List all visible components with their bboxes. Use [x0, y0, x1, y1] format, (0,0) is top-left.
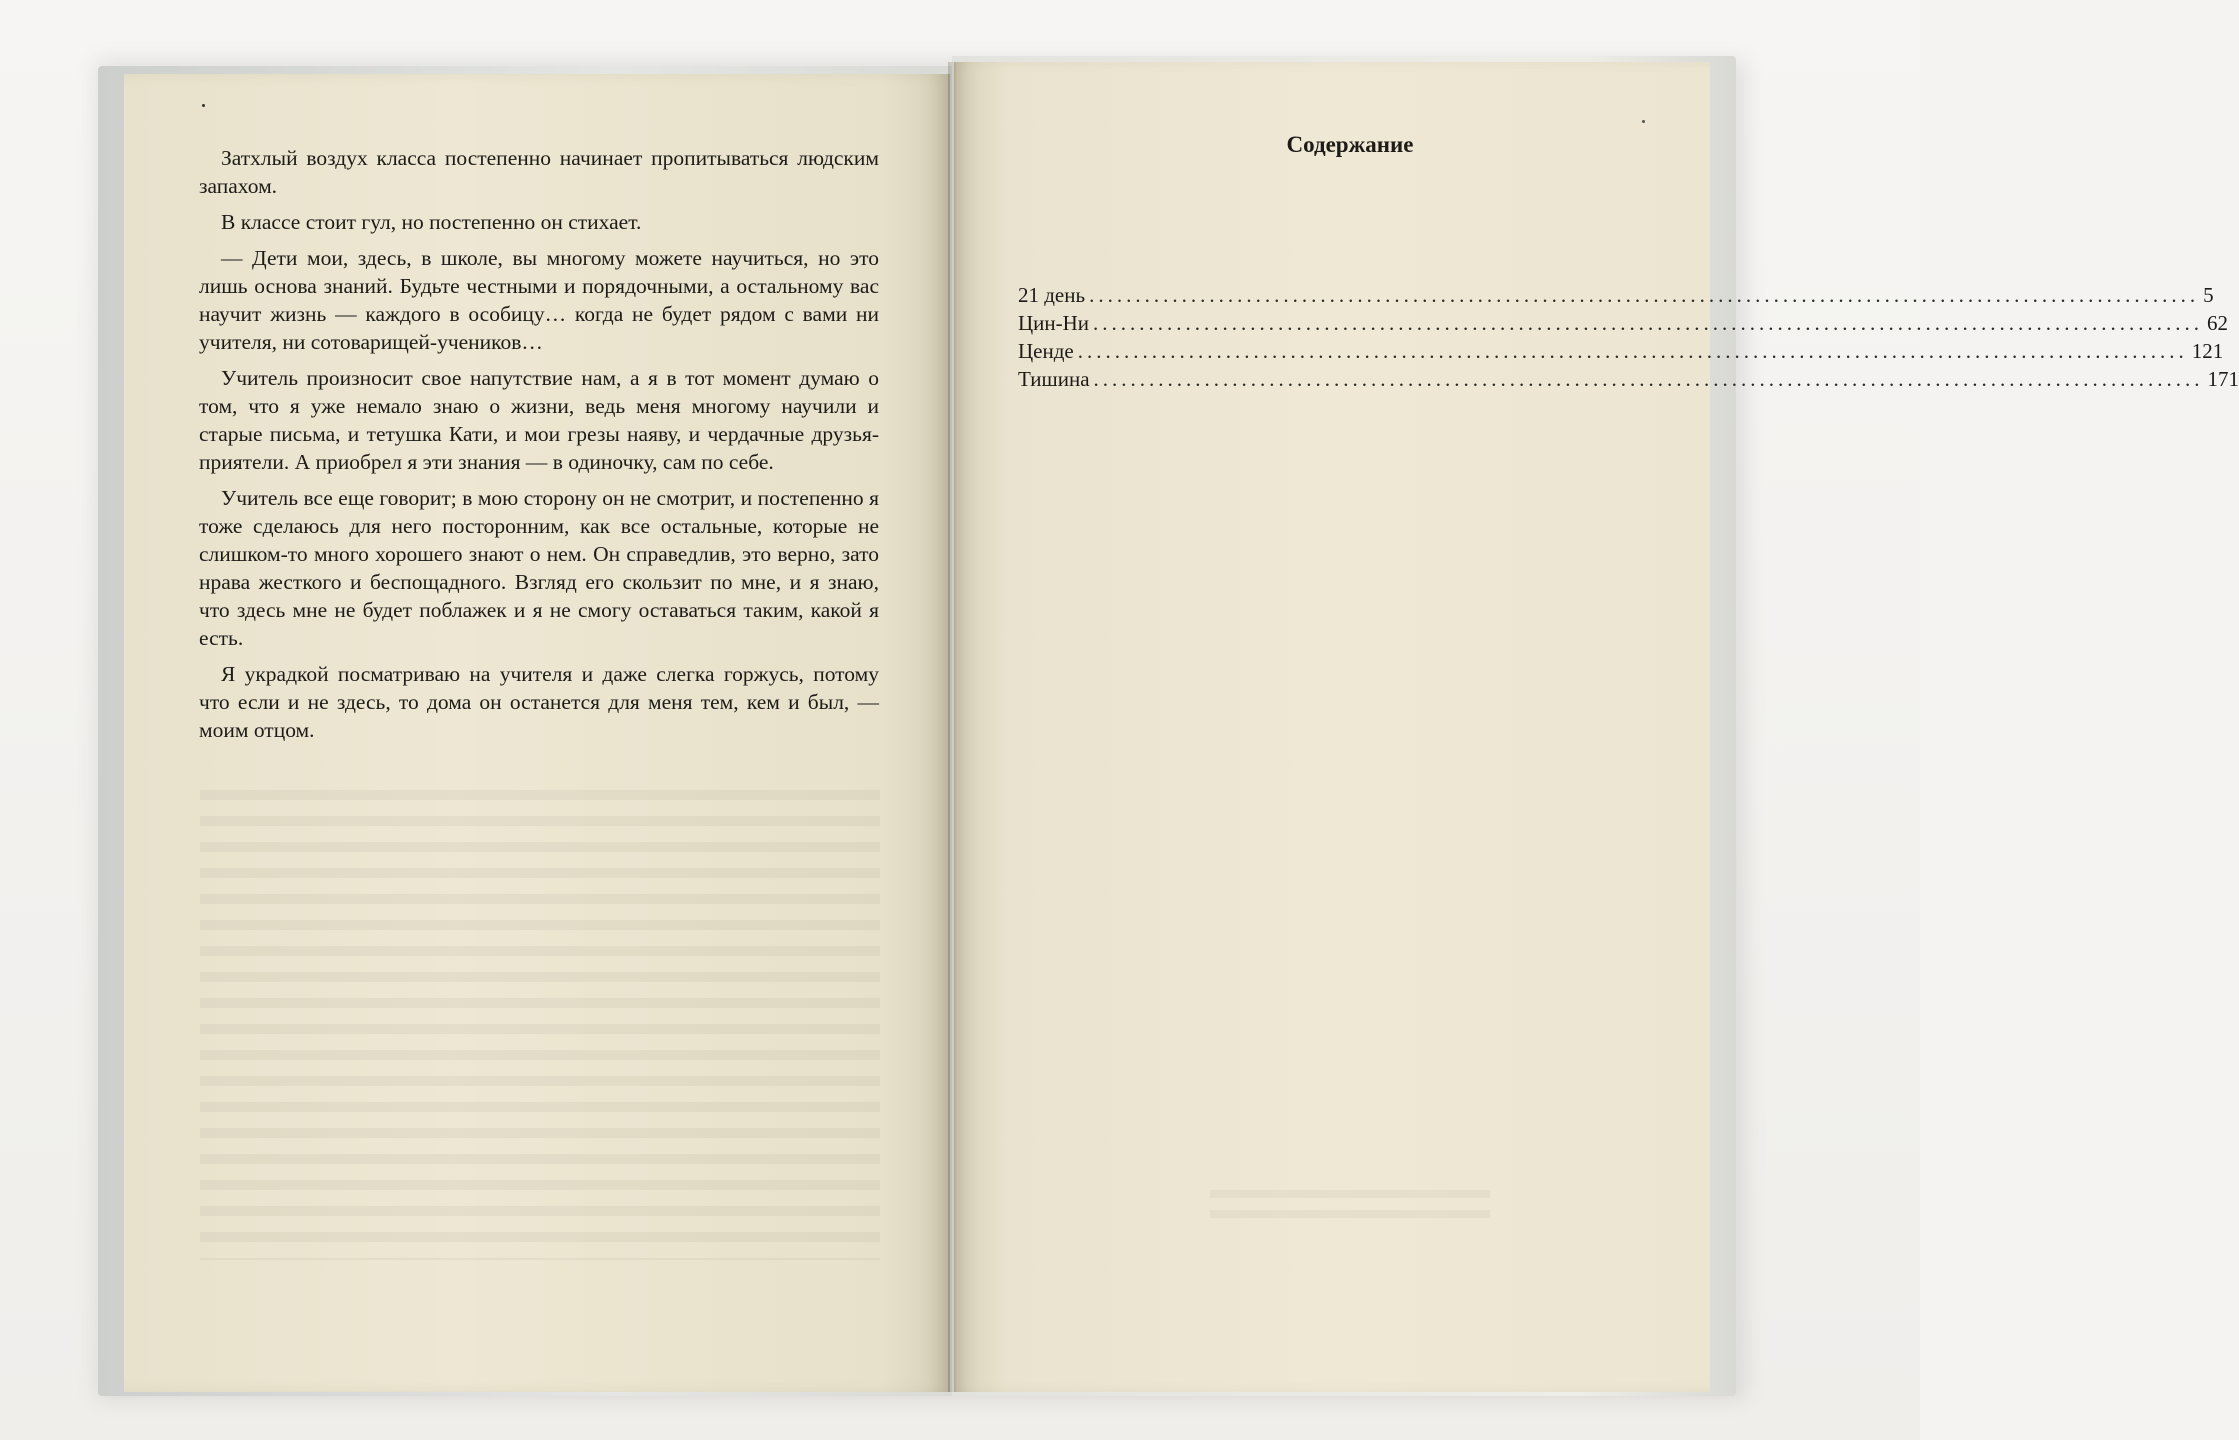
- toc-leader-dots: ........................................................................................................................: [1077, 339, 2188, 363]
- ink-speck: [1642, 120, 1645, 123]
- toc-entry: [1018, 339, 2224, 367]
- toc-leader-dots: ........................................................................................................................: [1089, 283, 2200, 307]
- paragraph: — Дети мои, здесь, в школе, вы многому можете научиться, но это лишь основа знаний. Будьте честными и порядочными, а остальному вас научит жизнь — каждого в особицу… когда не будет рядом с вами ни учителя, ни сотоварищей-учеников…: [199, 246, 879, 354]
- toc-entry: [1018, 311, 2229, 339]
- show-through-text: [200, 790, 880, 1260]
- toc-entry-page: 121: [2191, 339, 2224, 363]
- toc-entry-label: Тишина: [1018, 367, 1090, 391]
- paragraph: В классе стоит гул, но постепенно он стихает.: [221, 210, 642, 234]
- paragraph: Учитель произносит свое напутствие нам, а я в тот момент думаю о том, что я уже немало знаю о жизни, ведь меня многому научили и старые письма, и тетушка Кати, и мои грезы наяву, и чердачные друзья-приятели. А приобрел я эти знания — в одиночку, сам по себе.: [199, 366, 879, 474]
- toc-entry-label: 21 день: [1018, 283, 1086, 307]
- toc-entry-page: 171: [2207, 367, 2239, 391]
- toc-entry-page: 5: [2203, 283, 2214, 307]
- toc-entry-label: Цин-Ни: [1018, 311, 1090, 335]
- paragraph: Я украдкой посматриваю на учителя и даже слегка горжусь, потому что если и не здесь, то дома он останется для меня тем, кем и был, — моим отцом.: [199, 662, 879, 742]
- toc-entry: [1018, 367, 2239, 395]
- ink-speck: [202, 104, 205, 107]
- toc-leader-dots: ........................................................................................................................: [1093, 311, 2204, 335]
- left-page-text: [199, 144, 879, 752]
- toc-leader-dots: ........................................................................................................................: [1093, 367, 2204, 391]
- paragraph: Затхлый воздух класса постепенно начинает пропитываться людским запахом.: [199, 146, 879, 198]
- paragraph: Учитель все еще говорит; в мою сторону он не смотрит, и постепенно я тоже сделаюсь для него посторонним, как все остальные, которые не слишком-то много хорошего знают о нем. Он справедлив, это верно, зато нрава жесткого и беспощадного. Взгляд его скользит по мне, и я знаю, что здесь мне не будет поблажек и я не смогу оставаться таким, какой я есть.: [199, 486, 879, 650]
- show-through-text-right: [1210, 1190, 1490, 1230]
- table-of-contents: [1018, 283, 2239, 395]
- toc-entry: [1018, 283, 2214, 311]
- toc-entry-page: 62: [2207, 311, 2229, 335]
- toc-title: Содержание: [1286, 132, 1414, 157]
- toc-entry-label: Ценде: [1018, 339, 1074, 363]
- book-gutter: [948, 62, 956, 1392]
